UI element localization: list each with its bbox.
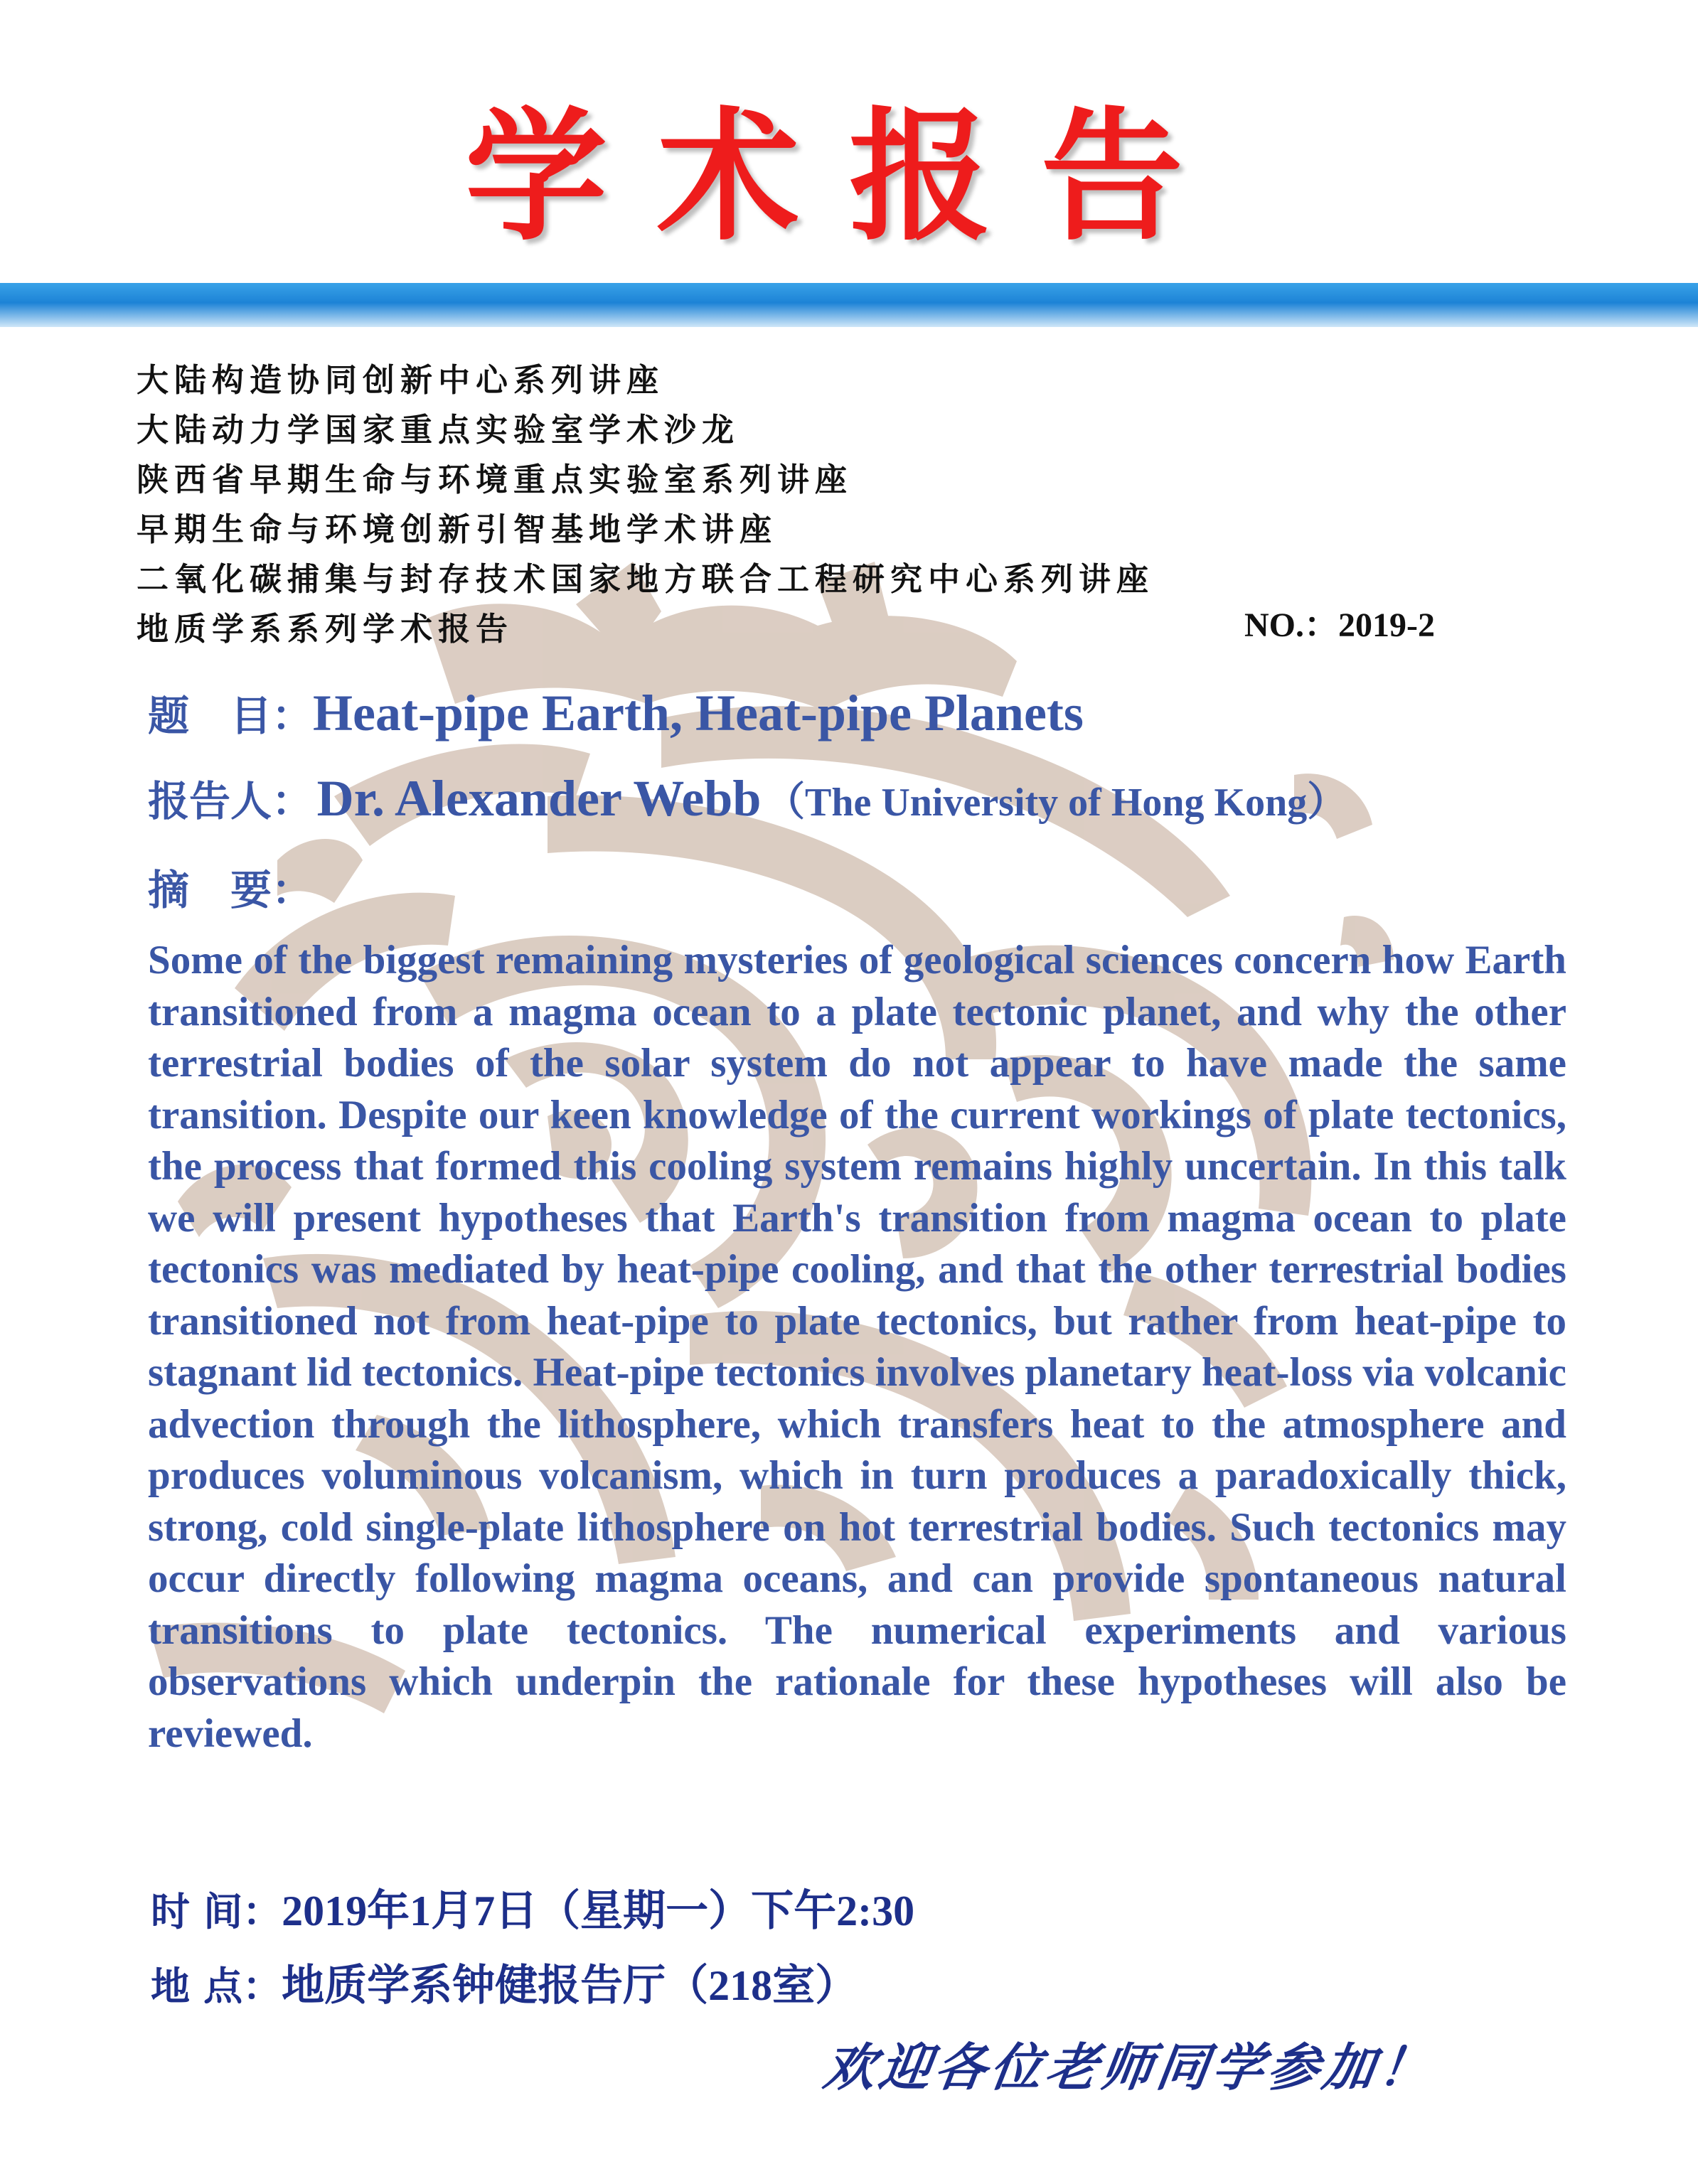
place-value: 地质学系钟健报告厅（218室）	[282, 1962, 858, 2009]
speaker-name: Dr. Alexander Webb	[316, 770, 762, 827]
place-label: 地 点：	[151, 1964, 282, 2009]
poster-title: 学术报告	[464, 95, 1233, 260]
header-band	[0, 283, 1698, 327]
abstract-label: 摘 要：	[148, 866, 314, 914]
series-line: 陕西省早期生命与环境重点实验室系列讲座	[137, 461, 853, 498]
speaker-affiliation: （The University of Hong Kong）	[764, 781, 1347, 825]
topic-row	[148, 682, 1084, 743]
time-value: 2019年1月7日（星期一）下午2:30	[282, 1888, 915, 1934]
speaker-label: 报告人：	[148, 777, 314, 825]
place-row	[151, 1952, 858, 2013]
series-line: 地质学系系列学术报告	[137, 610, 514, 648]
abstract-heading-row	[148, 857, 313, 916]
topic-title: Heat-pipe Earth, Heat-pipe Planets	[313, 685, 1084, 742]
speaker-row	[148, 768, 1347, 828]
abstract-text: Some of the biggest remaining mysteries of geological sciences concern how Earth transitioned from a magma ocean to a plate tectonic planet, and why the other terrestrial bodies of the solar system do not appear to have made the same transition. Despite our keen knowledge of the current workings of plate tectonics, the process that formed this cooling system remains highly uncertain. In this talk we will present hypotheses that Earth's transition from magma ocean to plate tectonics was mediated by heat-pipe cooling, and that the other terrestrial bodies transitioned not from heat-pipe to plate tectonics, but rather from heat-pipe to stagnant lid tectonics. Heat-pipe tectonics involves planetary heat-loss via volcanic advection through the lithosphere, which transfers heat to the atmosphere and produces voluminous volcanism, which in turn produces a paradoxically thick, strong, cold single-plate lithosphere on hot terrestrial bodies. Such tectonics may occur directly following magma oceans, and can provide spontaneous natural transitions to plate tectonics. The numerical experiments and various observations which underpin the rationale for these hypotheses will also be reviewed.	[148, 938, 1566, 1756]
series-line: 大陆动力学国家重点实验室学术沙龙	[137, 411, 740, 449]
report-number: NO.：2019-2	[1244, 606, 1435, 644]
series-line: 二氧化碳捕集与封存技术国家地方联合工程研究中心系列讲座	[137, 560, 1155, 598]
time-row	[151, 1877, 914, 1938]
time-label: 时 间：	[151, 1889, 282, 1934]
series-line: 大陆构造协同创新中心系列讲座	[137, 361, 665, 399]
series-line: 早期生命与环境创新引智基地学术讲座	[137, 510, 778, 548]
topic-label: 题 目：	[148, 692, 314, 740]
welcome-message: 欢迎各位老师同学参加！	[820, 2038, 1439, 2097]
